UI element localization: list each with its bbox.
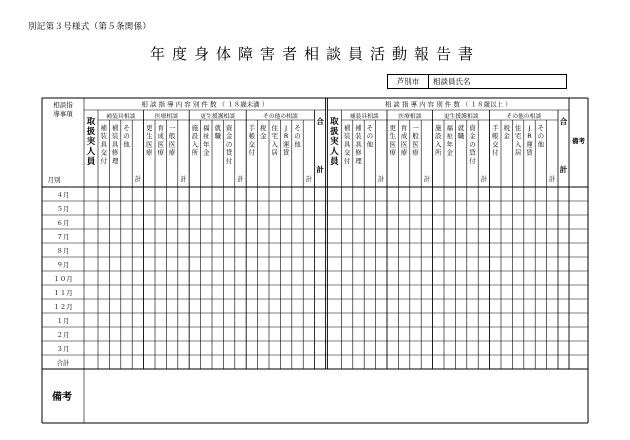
form-reference: 別記第３号様式（第５条関係） xyxy=(28,22,152,32)
column-label-0-12: 計 xyxy=(237,175,244,183)
column-label-1-13: 手帳交付 xyxy=(492,124,499,157)
grand-total-label-0: 合計 xyxy=(316,117,324,174)
subgroup-label-1-1: 医療相談 xyxy=(398,114,422,120)
actual-persons-label-0: 取扱実人員 xyxy=(86,117,96,167)
column-label-1-9: 福祉年金 xyxy=(446,124,453,157)
column-label-1-16: J R 運賃 xyxy=(526,124,533,157)
column-label-0-16: J R 運賃 xyxy=(282,124,290,157)
column-label-0-4: 更生医療 xyxy=(146,124,153,157)
column-label-0-9: 福祉年金 xyxy=(203,124,210,157)
subgroup-label-0-2: 更生援護相談 xyxy=(200,114,236,120)
column-label-1-10: 就職 xyxy=(457,124,465,141)
month-label-1: ５月 xyxy=(56,205,70,213)
column-label-1-5: 育成医療 xyxy=(400,124,408,157)
group-header-1: 相 談 指 導 内 容 別 件 数 （ １８歳以上 ） xyxy=(384,100,512,109)
column-label-0-18: 計 xyxy=(305,175,313,183)
month-label-3: ７月 xyxy=(56,233,70,241)
column-label-0-14: 税金 xyxy=(260,124,267,141)
column-label-0-15: 住宅入居 xyxy=(271,124,278,157)
column-label-0-1: 補装具修理 xyxy=(111,124,119,165)
column-label-1-18: 計 xyxy=(549,175,556,183)
column-label-1-8: 施設入所 xyxy=(435,124,442,157)
month-label-6: １０月 xyxy=(53,275,73,283)
column-label-0-3: 計 xyxy=(134,175,142,183)
city-label: 芦別市 xyxy=(388,75,429,88)
actual-persons-label-1: 取扱実人員 xyxy=(330,117,339,167)
subgroup-label-1-3: その他の相談 xyxy=(506,114,542,120)
column-label-1-7: 計 xyxy=(423,175,431,183)
column-label-1-4: 更生医療 xyxy=(389,124,396,157)
month-label-9: １月 xyxy=(56,317,70,325)
remarks-row-label: 備考 xyxy=(52,392,72,403)
column-label-1-2: その他 xyxy=(366,124,374,149)
subgroup-label-1-2: 更生援護相談 xyxy=(443,114,479,120)
column-label-1-14: 税金 xyxy=(503,124,510,141)
subgroup-label-1-0: 補装具相談 xyxy=(349,114,379,120)
group-header-0: 相 談 指 導 内 容 別 件 数 （ １８歳未満 ） xyxy=(141,100,269,109)
remarks-col-label: 備考 xyxy=(572,137,585,145)
corner-label-2: 導事項 xyxy=(53,110,73,118)
month-label-4: ８月 xyxy=(56,247,70,255)
subgroup-label-0-1: 医療相談 xyxy=(154,114,179,120)
column-label-1-6: 一般医療 xyxy=(412,124,419,157)
column-label-1-17: その他 xyxy=(537,124,545,149)
corner-label-1: 相談指 xyxy=(53,101,73,109)
month-label-0: ４月 xyxy=(56,191,70,199)
column-label-1-1: 補装具修理 xyxy=(355,124,362,165)
column-label-1-0: 補装具交付 xyxy=(343,124,351,165)
month-label-8: １２月 xyxy=(53,303,73,311)
month-label-10: ２月 xyxy=(56,331,70,339)
column-label-0-2: その他 xyxy=(123,124,130,149)
column-label-0-13: 手帳交付 xyxy=(248,124,256,157)
column-label-1-12: 計 xyxy=(480,175,488,183)
column-label-0-17: その他 xyxy=(294,124,301,149)
column-label-0-11: 資金の貸付 xyxy=(225,124,233,165)
total-row-label: 合計 xyxy=(56,359,70,367)
counselor-name-field[interactable]: 相談員氏名 xyxy=(433,77,471,86)
month-label-5: ９月 xyxy=(56,261,70,269)
column-label-1-3: 計 xyxy=(378,175,385,183)
grand-total-label-1: 合計 xyxy=(559,117,568,174)
form-title: 年度身体障害者相談員活動報告書 xyxy=(149,45,480,63)
column-label-0-0: 補装具交付 xyxy=(100,124,107,165)
month-label-2: ６月 xyxy=(56,219,70,227)
column-label-0-7: 計 xyxy=(180,175,187,183)
column-label-0-5: 育成医療 xyxy=(157,124,164,157)
column-label-0-8: 施設入所 xyxy=(191,124,199,157)
corner-label-month: 月別 xyxy=(47,176,61,184)
column-label-0-6: 一般医療 xyxy=(168,124,176,157)
column-label-1-15: 住宅入居 xyxy=(514,124,522,157)
subgroup-label-0-0: 補装具相談 xyxy=(106,114,136,120)
month-label-7: １１月 xyxy=(53,289,73,297)
month-label-11: ３月 xyxy=(56,345,70,353)
column-label-1-11: 資金の貸付 xyxy=(469,124,476,165)
column-label-0-10: 就職 xyxy=(214,124,221,141)
subgroup-label-0-3: その他の相談 xyxy=(263,114,298,120)
